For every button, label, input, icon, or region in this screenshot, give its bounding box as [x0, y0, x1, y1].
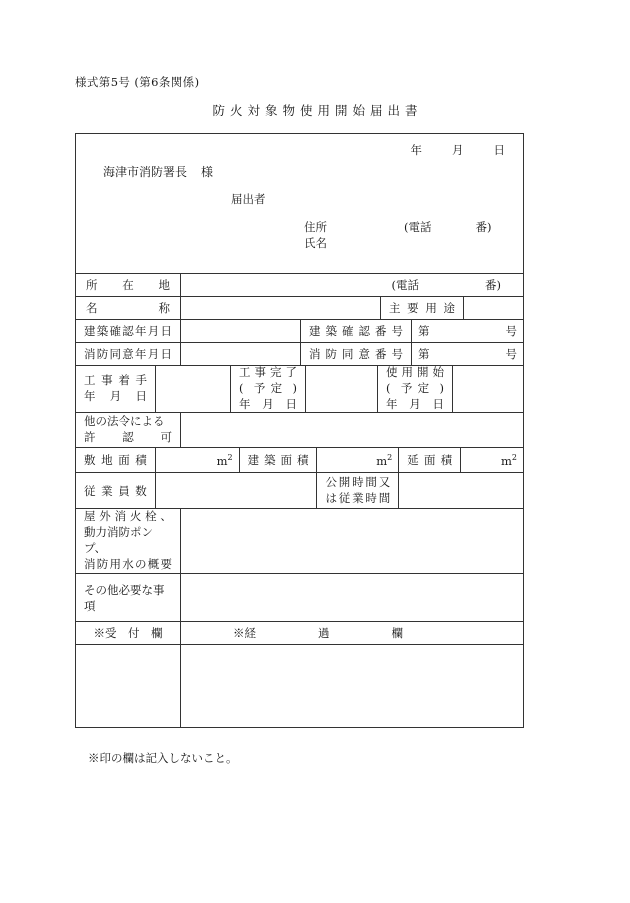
business-hours-label: 公 開 時 間 又 は 従 業 時 間	[325, 474, 391, 505]
employees-label: 従 業 員 数	[84, 483, 147, 498]
table-row-other-matters	[76, 574, 524, 622]
address-label: 住所	[304, 220, 327, 234]
fire-equipment-value-cell[interactable]	[181, 509, 524, 574]
location-phone-open: (電話	[391, 278, 419, 292]
location-phone	[392, 277, 502, 293]
business-hours-label-cell	[317, 473, 399, 509]
other-laws-value-cell[interactable]	[181, 413, 524, 448]
process-header-cell	[181, 622, 524, 645]
table-row-employees	[76, 473, 524, 509]
table-row-reception-body	[76, 645, 524, 728]
other-matters-label-cell	[76, 574, 181, 622]
fire-consent-no-value-cell[interactable]	[412, 343, 524, 366]
fire-consent-no-label: 消 防 同 意 番 号	[309, 347, 403, 361]
submission-date-line	[411, 142, 506, 158]
construction-start-label-cell	[76, 366, 156, 413]
table-row-fire-equipment	[76, 509, 524, 574]
building-confirm-gou: 号	[505, 324, 517, 338]
table-row-location	[76, 274, 524, 297]
submitter-fields	[304, 219, 492, 252]
form-number: 様式第5号 (第6条関係)	[75, 75, 200, 89]
process-label: ※経 過 欄	[233, 626, 403, 640]
table-row-fire-consent	[76, 343, 524, 366]
phone-close-paren: 番)	[475, 220, 492, 234]
site-area-label-cell	[76, 448, 156, 473]
addressee-name: 海津市消防署長	[103, 165, 188, 179]
total-area-value-cell[interactable]	[461, 448, 524, 473]
fire-consent-date-value-cell[interactable]	[181, 343, 301, 366]
total-area-label: 延 面 積	[407, 453, 453, 467]
building-area-label-cell	[240, 448, 318, 473]
table-row-name	[76, 297, 524, 320]
site-area-value-cell[interactable]	[156, 448, 240, 473]
use-value-cell[interactable]	[464, 297, 524, 320]
fire-consent-date-label: 消 防 同 意 年 月 日	[84, 347, 172, 361]
total-area-label-cell	[399, 448, 461, 473]
month-label: 月	[452, 143, 464, 157]
year-label: 年	[410, 143, 422, 157]
construction-finish-label: 工 事 完 了 ( 予 定 ) 年 月 日	[239, 366, 297, 411]
building-confirm-no-markers	[418, 323, 517, 339]
addressee-block	[76, 134, 524, 274]
name-label: 氏名	[304, 236, 327, 251]
building-confirm-no-label: 建 築 確 認 番 号	[309, 324, 403, 338]
construction-start-label: 工 事 着 手 年 月 日	[84, 373, 147, 403]
fire-consent-no-label-cell	[301, 343, 412, 366]
other-laws-label: 他の法令による 許 認 可	[84, 414, 172, 444]
building-confirm-date-value-cell[interactable]	[181, 320, 301, 343]
use-start-label-cell	[378, 366, 453, 413]
footnote: ※印の欄は記入しないこと。	[88, 751, 238, 765]
phone-open-paren: (電話	[404, 220, 432, 234]
site-area-unit: $m^2$	[216, 452, 233, 468]
other-matters-label: その他必要な事項	[84, 582, 165, 613]
fire-consent-gou: 号	[505, 347, 517, 361]
receipt-value-cell[interactable]	[76, 645, 181, 728]
fire-equipment-label: 屋 外 消 火 栓 、 動力消防ポンプ、 消 防 用 水 の 概 要	[84, 509, 172, 571]
table-row-areas	[76, 448, 524, 473]
table-row-reception-header	[76, 622, 524, 645]
name-label-cell	[76, 297, 181, 320]
fire-consent-dai: 第	[418, 347, 430, 361]
addressee-honorific: 様	[201, 165, 214, 179]
addressee-line	[103, 163, 213, 180]
submitter-address-row	[304, 219, 492, 235]
fire-consent-date-label-cell	[76, 343, 181, 366]
main-form-table	[75, 133, 524, 728]
table-row-other-laws	[76, 413, 524, 448]
building-confirm-dai: 第	[418, 324, 430, 338]
document-title: 防火対象物使用開始届出書	[212, 103, 423, 118]
use-start-value-cell[interactable]	[453, 366, 524, 413]
total-area-unit: $m^2$	[501, 452, 517, 468]
submitter-label: 届出者	[231, 192, 266, 206]
building-name-label: 名 称	[86, 301, 170, 315]
fire-equipment-label-cell	[76, 509, 181, 574]
site-area-label: 敷 地 面 積	[84, 453, 147, 467]
construction-finish-label-cell	[231, 366, 306, 413]
day-label: 日	[493, 143, 505, 157]
building-confirm-date-label-cell	[76, 320, 181, 343]
submitter-name-row	[304, 235, 492, 251]
location-value-cell[interactable]	[181, 274, 524, 297]
building-area-label: 建 築 面 積	[247, 453, 309, 467]
name-value-cell[interactable]	[181, 297, 381, 320]
construction-finish-value-cell[interactable]	[306, 366, 378, 413]
table-row-building-confirmation	[76, 320, 524, 343]
building-confirm-date-label: 建 築 確 認 年 月 日	[84, 324, 172, 338]
construction-start-value-cell[interactable]	[156, 366, 231, 413]
use-label-cell	[381, 297, 464, 320]
employees-value-cell[interactable]	[156, 473, 318, 509]
building-confirm-no-label-cell	[301, 320, 412, 343]
employees-label-cell	[76, 473, 156, 509]
building-confirm-no-value-cell[interactable]	[412, 320, 524, 343]
location-label-cell	[76, 274, 181, 297]
process-value-cell[interactable]	[181, 645, 524, 728]
building-area-unit: $m^2$	[376, 452, 393, 468]
table-row-construction-dates	[76, 366, 524, 413]
use-start-label: 使 用 開 始 ( 予 定 ) 年 月 日	[386, 366, 444, 411]
other-matters-value-cell[interactable]	[181, 574, 524, 622]
submitter-phone	[404, 219, 492, 235]
location-phone-close: 番)	[485, 278, 501, 292]
building-area-value-cell[interactable]	[317, 448, 399, 473]
business-hours-value-cell[interactable]	[399, 473, 524, 509]
main-use-label: 主 要 用 途	[389, 301, 455, 315]
receipt-header-cell	[76, 622, 181, 645]
receipt-label: ※受 付 欄	[93, 626, 163, 640]
other-laws-label-cell	[76, 413, 181, 448]
fire-consent-no-markers	[418, 346, 517, 362]
location-label: 所 在 地	[86, 278, 170, 292]
